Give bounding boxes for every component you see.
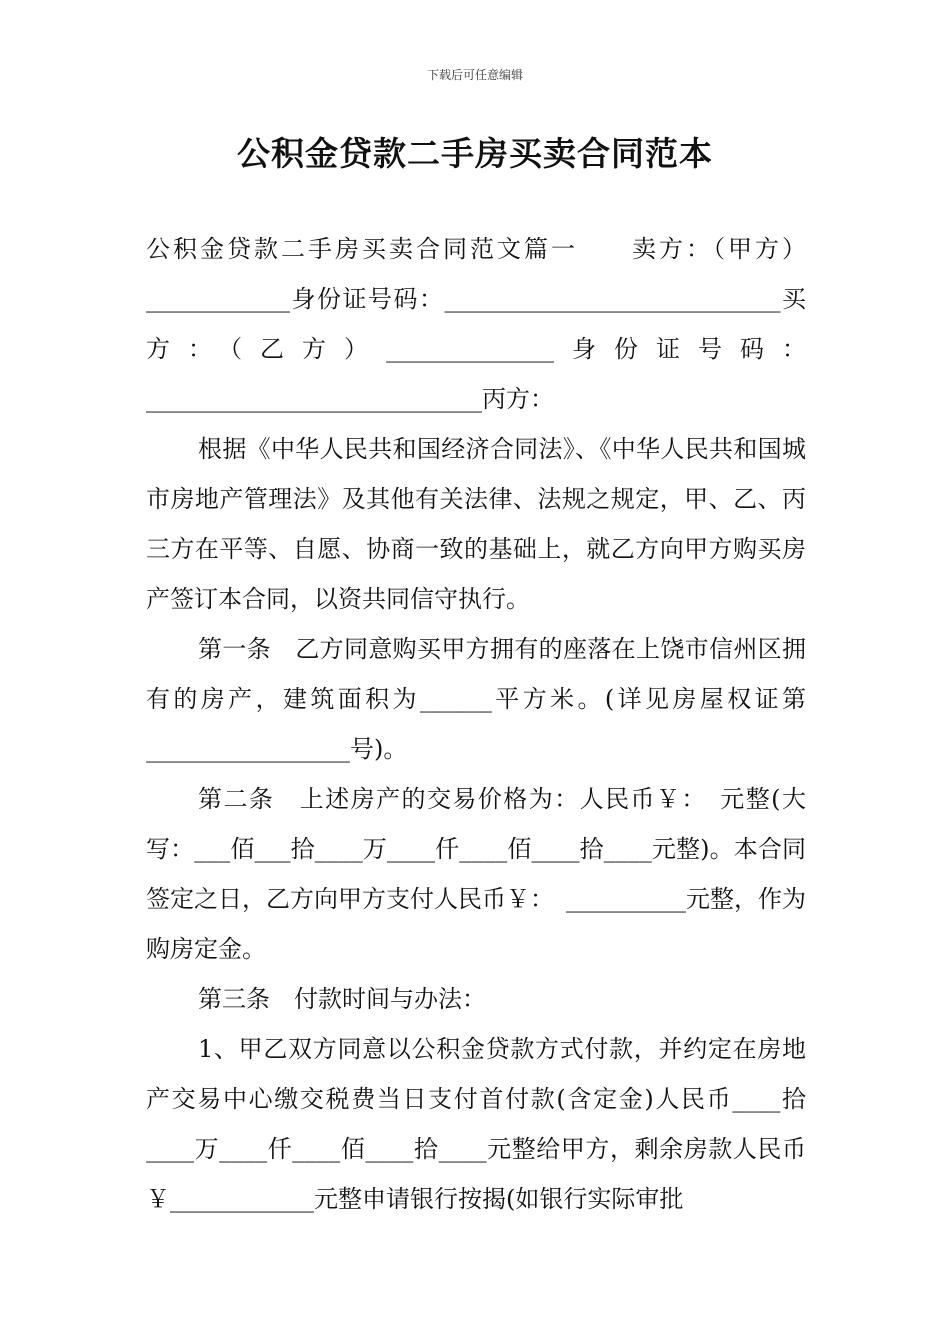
document-title: 公积金贷款二手房买卖合同范本 [237,134,713,173]
paragraph-article-1: 第一条 乙方同意购买甲方拥有的座落在上饶市信州区拥有的房产，建筑面积为______平方米。(详见房屋权证第_________________号)。 [146,635,806,763]
paragraph-legal-basis: 根据《中华人民共和国经济合同法》、《中华人民共和国城市房地产管理法》及其他有关法律、法规之规定，甲、乙、丙三方在平等、自愿、协商一致的基础上，就乙方向甲方购买房产签订本合同，以资共同信守执行。 [146,435,806,613]
paragraph-parties: 公积金贷款二手房买卖合同范文篇一 卖方：（甲方）____________身份证号码：____________________________买方：（乙方）______________身份证号码：____________________________丙方： [146,235,806,413]
paragraph-payment-1: 1、甲乙双方同意以公积金贷款方式付款，并约定在房地产交易中心缴交税费当日支付首付款(含定金)人民币____拾____万____仟____佰____拾____元整给甲方，剩余房款人民币￥____________元整申请银行按揭(如银行实际审批 [146,1035,806,1213]
header-note: 下载后可任意编辑 [426,68,523,82]
paragraph-article-2: 第二条 上述房产的交易价格为：人民币￥： 元整(大写：___佰___拾____万____仟____佰____拾____元整)。本合同签定之日，乙方向甲方支付人民币￥： __________元整，作为购房定金。 [146,785,806,963]
document-body [146,224,806,1224]
paragraph-article-3: 第三条 付款时间与办法： [198,985,486,1013]
